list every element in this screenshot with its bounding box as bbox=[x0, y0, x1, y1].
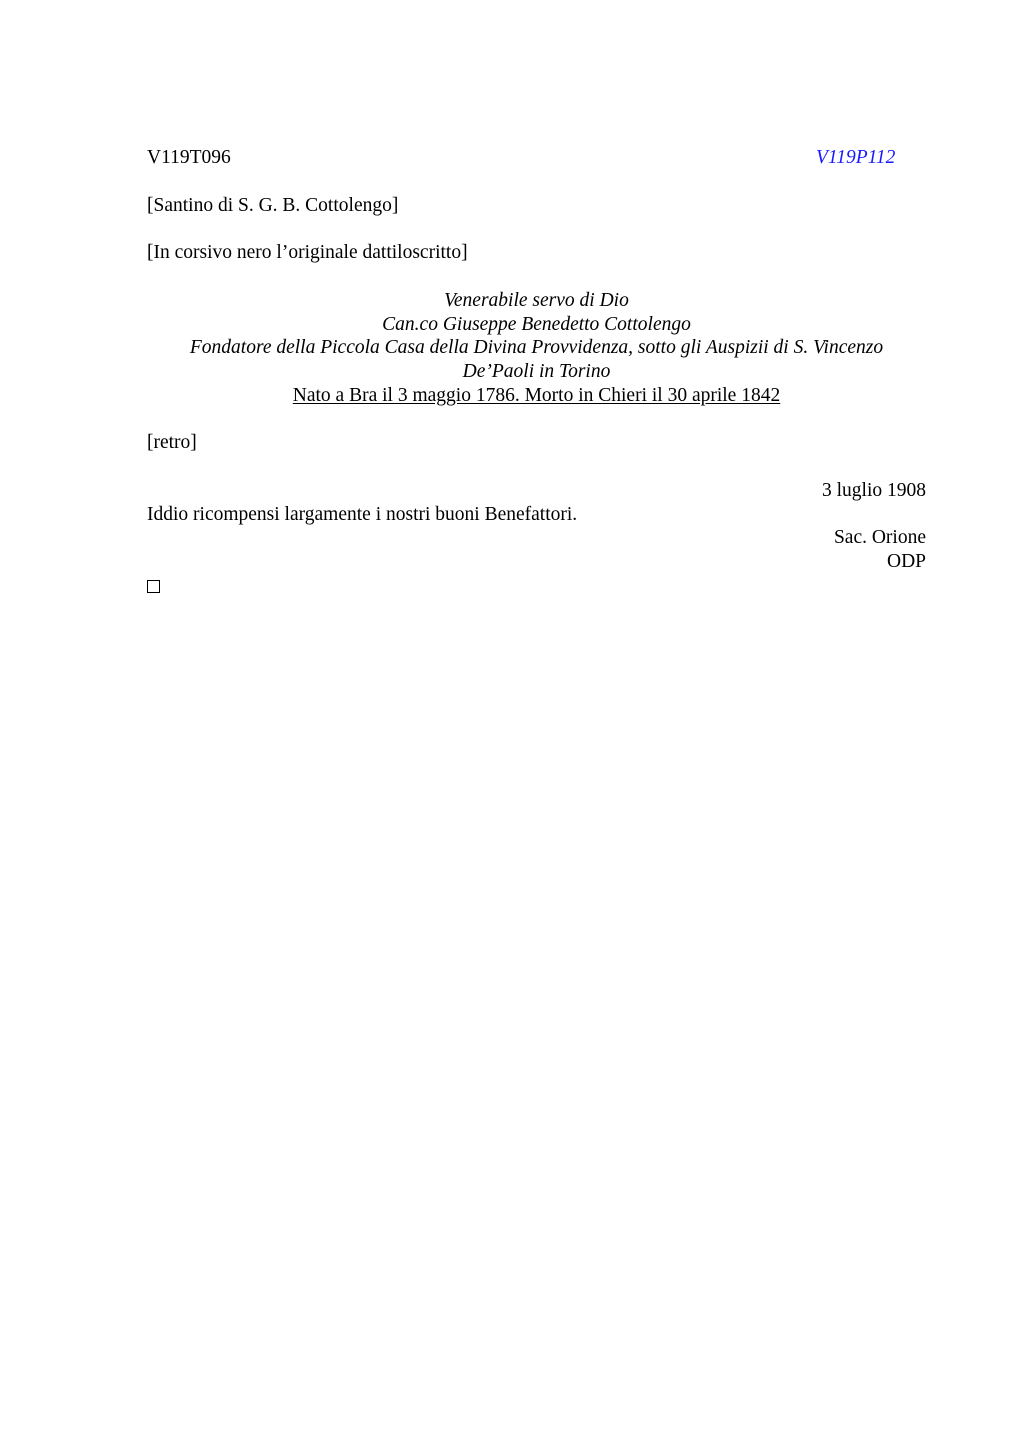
typescript-note: [In corsivo nero l’originale dattiloscritto] bbox=[147, 242, 468, 263]
retro-message: Iddio ricompensi largamente i nostri buoni Benefattori. bbox=[147, 504, 578, 525]
inscription-block bbox=[147, 291, 926, 411]
inscription-line-5: Nato a Bra il 3 maggio 1786. Morto in Chieri il 30 aprile 1842 bbox=[292, 385, 781, 406]
retro-label: [retro] bbox=[147, 432, 197, 453]
retro-date: 3 luglio 1908 bbox=[821, 480, 926, 501]
inscription-line-4: De’Paoli in Torino bbox=[462, 361, 611, 382]
inscription-line-2: Can.co Giuseppe Benedetto Cottolengo bbox=[382, 314, 691, 335]
inscription-line-3: Fondatore della Piccola Casa della Divina Provvidenza, sotto gli Auspizii di S. Vincenzo bbox=[189, 337, 884, 358]
checkbox[interactable] bbox=[147, 580, 160, 593]
signature-org: ODP bbox=[886, 551, 926, 572]
page-code-link[interactable]: V119P112 bbox=[816, 147, 896, 168]
signature-name: Sac. Orione bbox=[833, 527, 926, 548]
doc-code: V119T096 bbox=[147, 147, 231, 168]
title-note: [Santino di S. G. B. Cottolengo] bbox=[147, 195, 399, 216]
inscription-line-1: Venerabile servo di Dio bbox=[444, 290, 629, 311]
